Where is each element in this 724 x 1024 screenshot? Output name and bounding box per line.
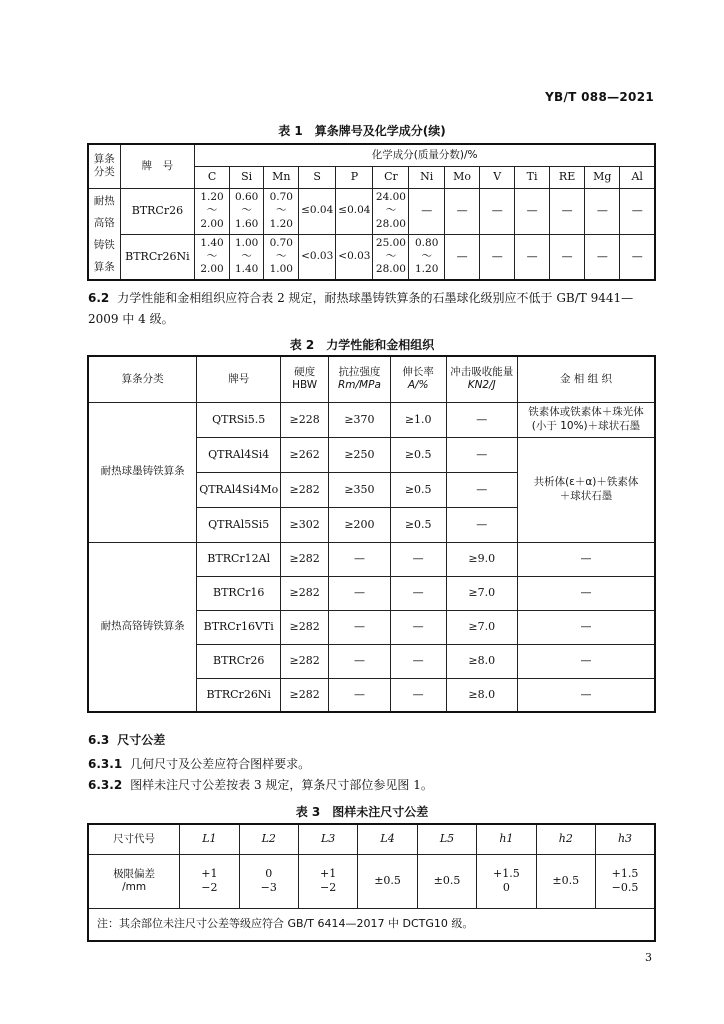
table-row [88, 188, 655, 234]
t1-el: RE [550, 166, 585, 188]
t2-elongation: — [390, 678, 446, 712]
t2-grade: QTRSi5.5 [197, 402, 281, 437]
table3-caption: 表 3 图样未注尺寸公差 [295, 805, 429, 819]
t2-elongation: — [390, 644, 446, 678]
t1-el: C [195, 166, 230, 188]
t1-el: Si [229, 166, 264, 188]
section-6-3-heading: 6.3 尺寸公差 [88, 733, 166, 747]
table3 [87, 823, 656, 942]
t3-code: L4 [358, 824, 417, 854]
t1-cell: 0.70～ 1.00 [264, 234, 299, 280]
t2-elongation: ≥0.5 [390, 472, 446, 507]
t1-cell: — [480, 234, 515, 280]
t1-cell: — [409, 188, 445, 234]
t2-grade: QTRAl4Si4Mo [197, 472, 281, 507]
table-row [88, 234, 655, 280]
t2-header-row [88, 356, 655, 402]
t3-value: +1.5 −0.5 [595, 854, 655, 908]
t2-grade: BTRCr12Al [197, 542, 281, 576]
t1-cell: — [550, 188, 585, 234]
t2-header-impact: 冲击吸收能量 KN2/J [446, 356, 517, 402]
t1-el: Ti [515, 166, 550, 188]
t1-cell: — [444, 188, 479, 234]
t1-cell: 0.70～ 1.20 [264, 188, 299, 234]
t2-micro: — [517, 610, 655, 644]
t3-code: L1 [180, 824, 239, 854]
t1-cell: — [515, 188, 550, 234]
t2-hardness: ≥302 [281, 507, 329, 542]
t1-el: Al [620, 166, 655, 188]
t2-micro: — [517, 542, 655, 576]
t2-header-elongation: 伸长率 A/% [390, 356, 446, 402]
t2-grade: BTRCr26 [197, 644, 281, 678]
t2-impact: ≥7.0 [446, 576, 517, 610]
t2-tensile: ≥250 [329, 437, 391, 472]
t1-cell: — [480, 188, 515, 234]
page-number: 3 [645, 951, 652, 964]
section-6-3-1: 6.3.1 几何尺寸及公差应符合图样要求。 [88, 757, 311, 771]
t3-code: h1 [477, 824, 536, 854]
t1-el: V [480, 166, 515, 188]
t1-cell: — [620, 234, 655, 280]
t2-elongation: — [390, 542, 446, 576]
t2-hardness: ≥282 [281, 610, 329, 644]
t3-code: h2 [536, 824, 595, 854]
t1-cell: — [515, 234, 550, 280]
t3-note: 注：其余部位未注尺寸公差等级应符合 GB/T 6414—2017 中 DCTG10 级。 [88, 908, 655, 941]
t1-cell: — [550, 234, 585, 280]
t3-value: +1 −2 [298, 854, 357, 908]
table-row [88, 402, 655, 437]
t2-category-nodular: 耐热球墨铸铁算条 [88, 402, 197, 542]
t3-code-row [88, 824, 655, 854]
t3-value: +1 −2 [180, 854, 239, 908]
t1-header-grade: 牌 号 [120, 144, 195, 188]
table2 [87, 355, 656, 713]
t2-micro: — [517, 644, 655, 678]
t1-cell: — [585, 234, 620, 280]
t3-note-row [88, 908, 655, 941]
t3-value: ±0.5 [417, 854, 476, 908]
t1-cell: 25.00～ 28.00 [373, 234, 409, 280]
t2-grade: QTRAl5Si5 [197, 507, 281, 542]
t1-el: Ni [409, 166, 445, 188]
t3-code: L5 [417, 824, 476, 854]
t1-cell: 1.40～ 2.00 [195, 234, 230, 280]
t2-tensile: — [329, 644, 391, 678]
t1-cell: 1.20～ 2.00 [195, 188, 230, 234]
t1-cell: <0.03 [299, 234, 336, 280]
t2-category-high-chrome: 耐热高铬铸铁算条 [88, 542, 197, 712]
t3-code: L3 [298, 824, 357, 854]
t2-impact: ≥8.0 [446, 678, 517, 712]
t2-micro: — [517, 678, 655, 712]
t1-category-cell: 耐热 高铬 铸铁 算条 [88, 188, 120, 280]
t2-header-grade: 牌号 [197, 356, 281, 402]
t2-tensile: — [329, 542, 391, 576]
t2-impact: — [446, 472, 517, 507]
t2-hardness: ≥282 [281, 542, 329, 576]
t2-hardness: ≥282 [281, 644, 329, 678]
t2-grade: BTRCr26Ni [197, 678, 281, 712]
t1-cell: ≤0.04 [299, 188, 336, 234]
t1-cell: 1.00～ 1.40 [229, 234, 264, 280]
t1-cell: ≤0.04 [336, 188, 373, 234]
standard-code: YB/T 088—2021 [545, 90, 654, 104]
t2-tensile: ≥200 [329, 507, 391, 542]
section-6-3-2: 6.3.2 图样未注尺寸公差按表 3 规定，算条尺寸部位参见图 1。 [88, 778, 433, 792]
t3-value: ±0.5 [536, 854, 595, 908]
table2-caption: 表 2 力学性能和金相组织 [289, 338, 435, 352]
t2-hardness: ≥282 [281, 472, 329, 507]
t3-value: 0 −3 [239, 854, 298, 908]
t2-tensile: — [329, 576, 391, 610]
t2-impact: ≥9.0 [446, 542, 517, 576]
t3-deviation-row [88, 854, 655, 908]
t2-elongation: ≥0.5 [390, 507, 446, 542]
t2-micro-a: 铁素体或铁素体＋珠光体 (小于 10%)＋球状石墨 [517, 402, 655, 437]
t2-impact: ≥7.0 [446, 610, 517, 644]
table-row [88, 542, 655, 576]
t2-elongation: — [390, 576, 446, 610]
t2-hardness: ≥262 [281, 437, 329, 472]
t2-micro: — [517, 576, 655, 610]
t2-impact: — [446, 437, 517, 472]
t1-header-composition: 化学成分(质量分数)/% [195, 144, 655, 166]
t2-micro-b: 共析体(ε＋α)＋铁素体 ＋球状石墨 [517, 437, 655, 542]
t1-cell: 0.80～ 1.20 [409, 234, 445, 280]
t1-el: Mn [264, 166, 299, 188]
t2-elongation: ≥0.5 [390, 437, 446, 472]
t2-tensile: — [329, 678, 391, 712]
t2-grade: BTRCr16 [197, 576, 281, 610]
t2-hardness: ≥282 [281, 576, 329, 610]
t3-value: +1.5 0 [477, 854, 536, 908]
t2-impact: ≥8.0 [446, 644, 517, 678]
t2-elongation: ≥1.0 [390, 402, 446, 437]
t1-cell: 24.00～ 28.00 [373, 188, 409, 234]
t1-header-category: 算条 分类 [88, 144, 120, 188]
t3-label-deviation: 极限偏差 /mm [88, 854, 180, 908]
t2-hardness: ≥282 [281, 678, 329, 712]
t1-cell: — [585, 188, 620, 234]
t2-hardness: ≥228 [281, 402, 329, 437]
t1-el: S [299, 166, 336, 188]
t2-header-tensile: 抗拉强度 Rm/MPa [329, 356, 391, 402]
t1-cell: — [444, 234, 479, 280]
table1 [87, 143, 656, 281]
t3-value: ±0.5 [358, 854, 417, 908]
t3-label-code: 尺寸代号 [88, 824, 180, 854]
t1-el: Mo [444, 166, 479, 188]
table1-caption: 表 1 算条牌号及化学成分(续) [278, 124, 446, 138]
t3-code: h3 [595, 824, 655, 854]
t2-tensile: — [329, 610, 391, 644]
t2-impact: — [446, 507, 517, 542]
t2-tensile: ≥350 [329, 472, 391, 507]
t1-cell: 0.60～ 1.60 [229, 188, 264, 234]
section-6-2: 6.2 力学性能和金相组织应符合表 2 规定，耐热球墨铸铁算条的石墨球化级别应不低于 GB/T 9441— 2009 中 4 级。 [88, 291, 634, 326]
t1-el: Cr [373, 166, 409, 188]
t1-el: Mg [585, 166, 620, 188]
t2-grade: QTRAl4Si4 [197, 437, 281, 472]
t1-cell: <0.03 [336, 234, 373, 280]
t1-grade: BTRCr26 [120, 188, 195, 234]
t2-tensile: ≥370 [329, 402, 391, 437]
t2-grade: BTRCr16VTi [197, 610, 281, 644]
t2-header-microstructure: 金 相 组 织 [517, 356, 655, 402]
t1-grade: BTRCr26Ni [120, 234, 195, 280]
t3-code: L2 [239, 824, 298, 854]
t2-header-category: 算条分类 [88, 356, 197, 402]
t1-el: P [336, 166, 373, 188]
t1-cell: — [620, 188, 655, 234]
t2-impact: — [446, 402, 517, 437]
t2-elongation: — [390, 610, 446, 644]
t2-header-hardness: 硬度 HBW [281, 356, 329, 402]
